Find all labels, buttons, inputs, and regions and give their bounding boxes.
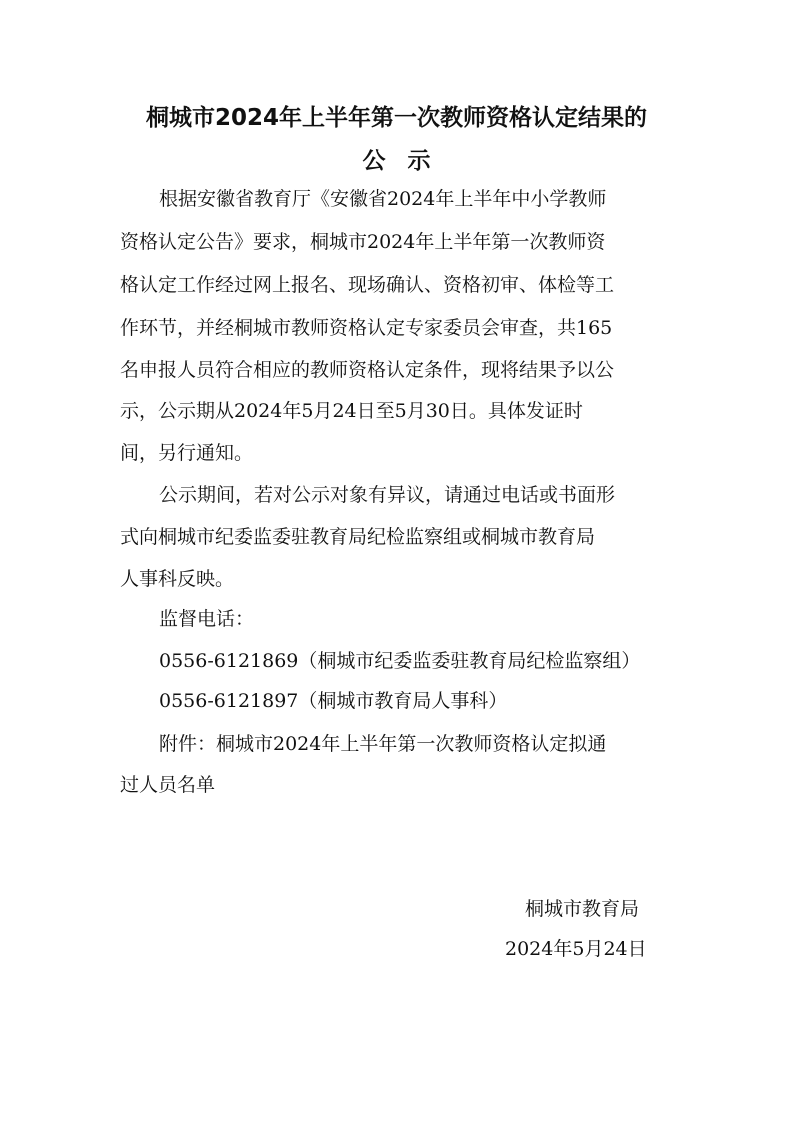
body-line: 根据安徽省教育厅《安徽省2024年上半年中小学教师 (159, 188, 607, 210)
body-line: 公示期间，若对公示对象有异议，请通过电话或书面形 (159, 484, 616, 506)
supervision-phone-1: 0556-6121869（桐城市纪委监委驻教育局纪检监察组） (159, 650, 641, 672)
attachment-line: 过人员名单 (120, 774, 216, 796)
body-line: 作环节，并经桐城市教师资格认定专家委员会审查，共165 (120, 317, 613, 339)
body-line: 间，另行通知。 (120, 442, 254, 464)
supervision-phone-2: 0556-6121897（桐城市教育局人事科） (159, 690, 508, 712)
supervision-phone-label: 监督电话： (159, 608, 255, 630)
body-line: 格认定工作经过网上报名、现场确认、资格初审、体检等工 (120, 274, 615, 296)
body-line: 示，公示期从2024年5月24日至5月30日。具体发证时 (120, 400, 583, 422)
body-line: 名申报人员符合相应的教师资格认定条件，现将结果予以公 (120, 359, 615, 381)
body-line: 人事科反映。 (120, 568, 235, 590)
body-line: 式向桐城市纪委监委驻教育局纪检监察组或桐城市教育局 (120, 526, 596, 548)
signature-date: 2024年5月24日 (505, 938, 647, 960)
document-title: 桐城市2024年上半年第一次教师资格认定结果的 (145, 105, 647, 131)
signature-organization: 桐城市教育局 (525, 898, 640, 920)
document-title-gongshi: 公示 (362, 148, 453, 174)
attachment-line: 附件：桐城市2024年上半年第一次教师资格认定拟通 (159, 733, 607, 755)
body-line: 资格认定公告》要求，桐城市2024年上半年第一次教师资 (120, 231, 606, 253)
